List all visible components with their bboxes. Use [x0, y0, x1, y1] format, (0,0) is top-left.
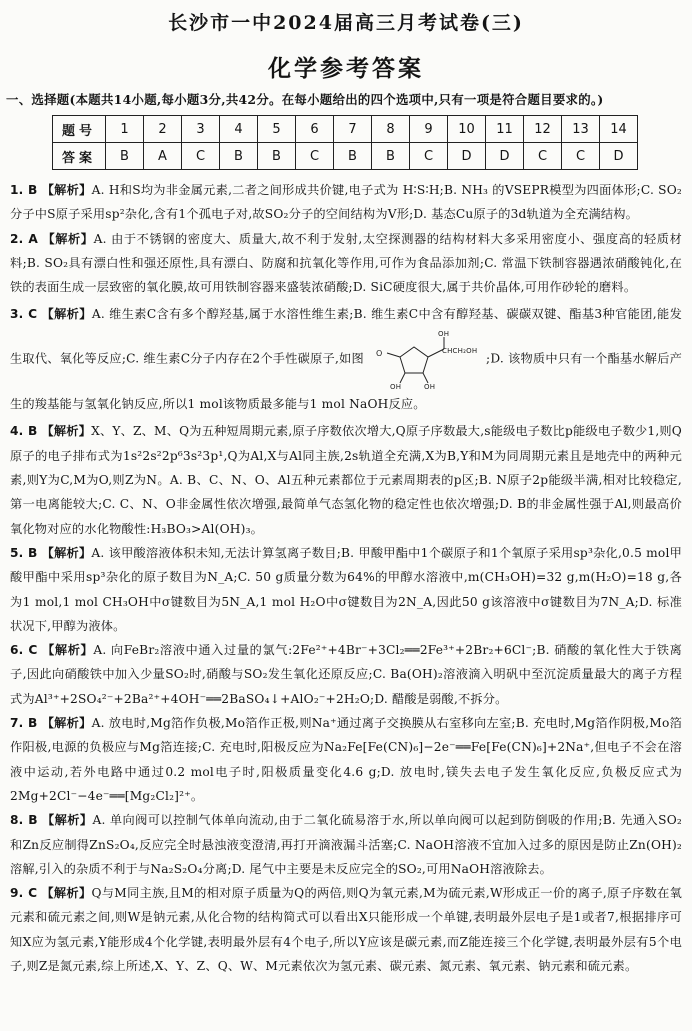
solutions-list — [10, 178, 682, 978]
question-answer: 4. B — [10, 424, 38, 439]
question-answer: 1. B — [10, 183, 38, 197]
question-answer: 6. C — [10, 643, 38, 658]
table-cell: 6 — [296, 116, 334, 143]
table-cell: C — [182, 143, 220, 170]
table-cell: C — [524, 143, 562, 170]
solution-item — [10, 299, 682, 419]
question-answer: 2. A — [10, 231, 38, 246]
analysis-tag: 【解析】 — [42, 231, 94, 246]
table-cell: B — [220, 143, 258, 170]
question-answer: 9. C — [10, 886, 38, 901]
analysis-tag: 【解析】 — [42, 813, 93, 828]
analysis-text: A. 该甲酸溶液体积未知,无法计算氢离子数目;B. 甲酸甲酯中1个碳原子和1个氧原子采用sp³杂化,0.5 mol甲酸甲酯中采用sp³杂化的原子数目为N_A;C. 50 g质量分数为64%的甲醇水溶液中,m(CH₃OH)=32 g,m(H₂O)=18 g,各为1 mol,1 mol CH₃OH中σ键数目为5N_A,1 mol H₂O中σ键数目为2N_A,因此50 g该溶液中σ键数目为7N_A;D. 标准状况下,甲醇为液体。 — [10, 545, 682, 633]
table-cell: C — [410, 143, 448, 170]
solution-item — [10, 638, 682, 711]
table-cell: C — [562, 143, 600, 170]
analysis-text: ;D. 该物质中只有一个酯基水解后产生的羧基能与氢氧化钠反应,所以1 mol该物质最多能与1 mol NaOH反应。 — [10, 351, 683, 412]
analysis-tag: 【解析】 — [41, 183, 92, 197]
analysis-tag: 【解析】 — [42, 643, 94, 658]
solution-item — [10, 808, 682, 881]
table-cell: 12 — [524, 116, 562, 143]
table-cell: B — [372, 143, 410, 170]
structure-label-oh: OH — [438, 330, 450, 339]
table-cell: 7 — [334, 116, 372, 143]
question-answer: 7. B — [10, 716, 38, 731]
table-cell: D — [600, 143, 638, 170]
question-answer: 8. B — [10, 813, 38, 828]
analysis-text: A. 放电时,Mg箔作负极,Mo箔作正极,则Na⁺通过离子交换膜从右室移向左室;B. 充电时,Mg箔作阴极,Mo箔作阳极,电源的负极应与Mg箔连接;C. 充电时,阳极反应为Na₂Fe[Fe(CN)₆]−2e⁻══Fe[Fe(CN)₆]+2Na⁺,但电子不会在溶液中运动,若外电路中通过0.2 mol电子时,阳极质量变化4.6 g;D. 放电时,镁失去电子发生氧化反应,负极反应式为2Mg+2Cl⁻−4e⁻══[Mg₂Cl₂]²⁺。 — [10, 716, 682, 803]
table-cell: C — [296, 143, 334, 170]
analysis-tag: 【解析】 — [41, 716, 92, 731]
analysis-tag: 【解析】 — [41, 424, 92, 439]
table-cell: D — [448, 143, 486, 170]
table-cell: 11 — [486, 116, 524, 143]
question-answer: 3. C — [10, 307, 38, 322]
table-cell: 13 — [562, 116, 600, 143]
table-cell: B — [334, 143, 372, 170]
solution-item — [10, 227, 682, 300]
answer-table — [52, 115, 638, 170]
analysis-text: A. H和S均为非金属元素,二者之间形成共价键,电子式为 H∶S∶H;B. NH₃ 的VSEPR模型为四面体形;C. SO₂分子中S原子采用sp²杂化,含有1个孤电子对,故SO₂分子的空间结构为V形;D. 基态Cu原子的3d轨道为全充满结构。 — [10, 183, 682, 222]
table-cell: 2 — [144, 116, 182, 143]
table-cell: 9 — [410, 116, 448, 143]
table-cell: 14 — [600, 116, 638, 143]
structure-label-oh: OH — [424, 383, 436, 390]
solution-item — [10, 178, 682, 227]
analysis-text: A. 单向阀可以控制气体单向流动,由于二氧化硫易溶于水,所以单向阀可以起到防倒吸的作用;B. 先通入SO₂和Zn反应制得ZnS₂O₄,反应完全时悬浊液变澄清,再打开滴液漏斗活塞;C. NaOH溶液不宜加入过多的原因是防止Zn(OH)₂溶解,引入的杂质不利于与Na₂S₂O₄分离;D. 尾气中主要是未反应完全的SO₂,可用NaOH溶液除去。 — [10, 813, 682, 876]
table-cell: 10 — [448, 116, 486, 143]
table-cell: 8 — [372, 116, 410, 143]
solution-item — [10, 541, 682, 638]
structure-label-o: O — [376, 349, 383, 359]
page-title: 化学参考答案 — [268, 55, 424, 82]
table-cell: D — [486, 143, 524, 170]
analysis-tag: 【解析】 — [41, 886, 92, 901]
structure-label-chain: CHCH₂OH — [442, 347, 478, 356]
section-heading: 一、选择题(本题共14小题,每小题3分,共42分。在每小题给出的四个选项中,只有一项是符合题目要求的。) — [6, 92, 604, 107]
answer-row — [53, 143, 638, 170]
table-cell: B — [106, 143, 144, 170]
question-number-row — [53, 116, 638, 143]
analysis-text: X、Y、Z、M、Q为五种短周期元素,原子序数依次增大,Q原子序数最大,s能级电子数比p能级电子数少1,则Q原子的电子排布式为1s²2s²2p⁶3s²3p¹,Q为Al,X与Al同主族,2s轨道全充满,X为B,Y和M为同周期元素且是地壳中的两种元素,则Y为C,M为O,则Z为N。A. B、C、N、O、Al五种元素都位于元素周期表的p区;B. N原子2p能级半满,相对比较稳定,第一电离能较大;C. C、N、O非金属性依次增强,最简单气态氢化物的稳定性也依次增强;D. B的非金属性强于Al,则最高价氧化物对应的水化物酸性:H₃BO₃>Al(OH)₃。 — [10, 424, 682, 536]
analysis-text: Q与M同主族,且M的相对原子质量为Q的两倍,则Q为氧元素,M为硫元素,W形成正一价的离子,原子序数在氧元素和硫元素之间,则W是钠元素,从化合物的结构简式可以看出X只能形成一个单键,表明最外层电子是1或者7,根据排序可知X应为氢元素,Y能形成4个化学键,表明最外层有4个电子,所以Y应该是碳元素,而Z能连接三个化学键,表明最外层有5个电子,则Z是氮元素,综上所述,X、Y、Z、Q、W、M元素依次为氢元素、碳元素、氮元素、氧元素、钠元素和硫元素。 — [10, 886, 682, 974]
analysis-tag: 【解析】 — [41, 545, 92, 560]
row-label-number: 题号 — [53, 116, 106, 143]
table-cell: A — [144, 143, 182, 170]
analysis-text: A. 维生素C含有多个醇羟基,属于水溶性维生素;B. 维生素C中含有醇羟基、碳碳双键、酯基3种官能团,能发生取代、氧化等反应;C. 维生素C分子内存在2个手性碳原子,如图 — [10, 307, 682, 366]
analysis-text: A. 向FeBr₂溶液中通入过量的氯气:2Fe²⁺+4Br⁻+3Cl₂══2Fe³⁺+2Br₂+6Cl⁻;B. 硝酸的氧化性大于铁离子,因此向硝酸铁中加入少量SO₂时,硝酸与SO₂发生氧化还原反应;C. Ba(OH)₂溶液滴入明矾中至沉淀质量最大的离子方程式为Al³⁺+2SO₄²⁻+2Ba²⁺+4OH⁻══2BaSO₄↓+AlO₂⁻+2H₂O;D. 醋酸是弱酸,不拆分。 — [10, 643, 682, 706]
row-label-answer: 答案 — [53, 143, 106, 170]
table-cell: 1 — [106, 116, 144, 143]
solution-item — [10, 881, 682, 978]
vitamin-c-structure — [372, 329, 482, 389]
table-cell: 5 — [258, 116, 296, 143]
structure-label-oh: OH — [390, 383, 402, 390]
analysis-tag: 【解析】 — [41, 307, 92, 322]
analysis-text: A. 由于不锈钢的密度大、质量大,故不利于发射,太空探测器的结构材料大多采用密度小、强度高的轻质材料;B. SO₂具有漂白性和强还原性,具有漂白、防腐和抗氧化等作用,可作为食品添加剂;C. 常温下铁制容器遇浓硝酸钝化,在铁的表面生成一层致密的氧化膜,故可用铁制容器来盛装浓硝酸;D. SiC硬度很大,属于共价晶体,可用作砂轮的磨料。 — [10, 231, 682, 295]
question-answer: 5. B — [10, 545, 38, 560]
solution-item — [10, 419, 682, 540]
table-cell: 3 — [182, 116, 220, 143]
table-cell: 4 — [220, 116, 258, 143]
solution-item — [10, 711, 682, 808]
table-cell: B — [258, 143, 296, 170]
exam-header: 长沙市一中2024届高三月考试卷(三) — [168, 12, 524, 34]
